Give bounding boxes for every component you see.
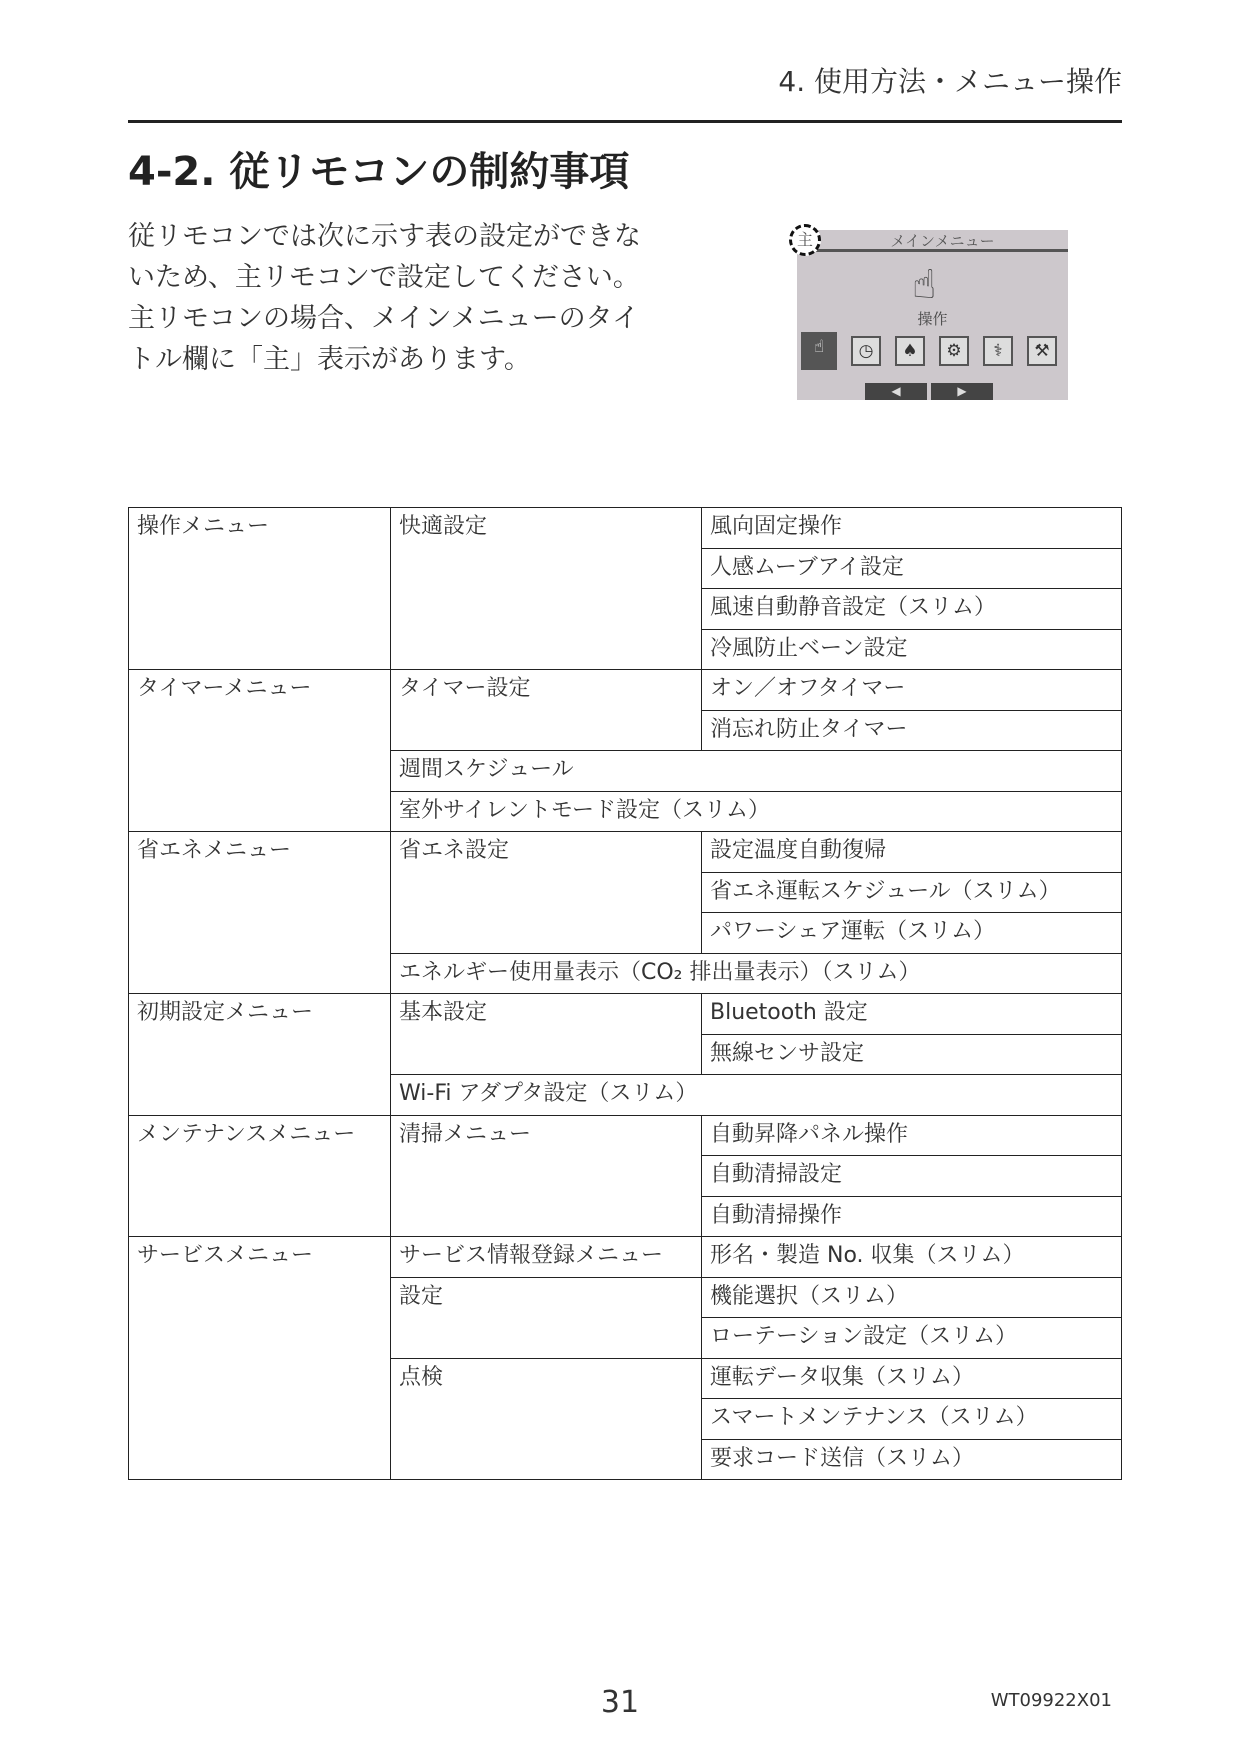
section-header: 4. 使用方法・メニュー操作 [778,65,1122,98]
body-text [128,216,648,380]
table-cell: サービス情報登録メニュー [391,1237,702,1278]
display-label: 操作 [917,310,948,328]
hand-icon: ☝ [801,332,837,370]
table-cell: メンテナンスメニュー [129,1115,391,1237]
table-cell: 初期設定メニュー [129,994,391,1116]
table-cell: 設定 [391,1277,702,1358]
table-cell: 冷風防止ベーン設定 [702,629,1122,670]
table-cell: オン／オフタイマー [702,670,1122,711]
tools-icon: ⚒ [1027,336,1057,366]
table-cell: Wi-Fi アダプタ設定（スリム） [391,1075,1122,1116]
table-cell: 自動清掃操作 [702,1196,1122,1237]
remote-display-illustration [797,230,1068,400]
table-cell: Bluetooth 設定 [702,994,1122,1035]
table-cell: 形名・製造 No. 収集（スリム） [702,1237,1122,1278]
table-cell: 省エネ運転スケジュール（スリム） [702,872,1122,913]
leaf-icon: ♠ [895,336,925,366]
body-paragraph: 従リモコンでは次に示す表の設定ができないため、主リモコンで設定してください。 [128,221,641,293]
table-cell: サービスメニュー [129,1237,391,1480]
table-cell: 点検 [391,1358,702,1480]
table-row [129,670,1122,711]
table-row [129,508,1122,549]
table-cell: 要求コード送信（スリム） [702,1439,1122,1480]
table-cell: 省エネ設定 [391,832,702,954]
table-cell: ローテーション設定（スリム） [702,1318,1122,1359]
table-cell: パワーシェア運転（スリム） [702,913,1122,954]
table-row [129,832,1122,873]
restrictions-table [128,507,1122,1480]
table-row [129,994,1122,1035]
table-cell: 機能選択（スリム） [702,1277,1122,1318]
document-code: WT09922X01 [990,1690,1112,1711]
gear-icon: ⚙ [939,336,969,366]
page-title: 4-2. 従リモコンの制約事項 [128,149,630,195]
table-cell: タイマー設定 [391,670,702,751]
clock-icon: ◷ [851,336,881,366]
table-cell: 風向固定操作 [702,508,1122,549]
table-cell: 室外サイレントモード設定（スリム） [391,791,1122,832]
stethoscope-icon: ⚕ [983,336,1013,366]
table-cell: 自動清掃設定 [702,1156,1122,1197]
table-cell: 快適設定 [391,508,702,670]
table-cell: 運転データ収集（スリム） [702,1358,1122,1399]
table-cell: エネルギー使用量表示（CO₂ 排出量表示）（スリム） [391,953,1122,994]
table-cell: 自動昇降パネル操作 [702,1115,1122,1156]
next-arrow-icon: ▶ [931,383,993,400]
header-rule [128,120,1122,123]
table-cell: タイマーメニュー [129,670,391,832]
table-row [129,1115,1122,1156]
table-cell: 操作メニュー [129,508,391,670]
table-cell: 人感ムーブアイ設定 [702,548,1122,589]
page-number: 31 [600,1685,640,1720]
hand-icon: ☝ [912,262,937,308]
table-cell: 省エネメニュー [129,832,391,994]
table-cell: 消忘れ防止タイマー [702,710,1122,751]
display-title: メインメニュー [797,230,1068,252]
table-row [129,1237,1122,1278]
body-paragraph: 主リモコンの場合、メインメニューのタイトル欄に「主」表示があります。 [128,303,640,375]
main-badge: 主 [789,224,821,256]
table-cell: 風速自動静音設定（スリム） [702,589,1122,630]
table-cell: 設定温度自動復帰 [702,832,1122,873]
table-cell: 基本設定 [391,994,702,1075]
table-cell: 週間スケジュール [391,751,1122,792]
table-cell: スマートメンテナンス（スリム） [702,1399,1122,1440]
table-cell: 清掃メニュー [391,1115,702,1237]
prev-arrow-icon: ◀ [865,383,927,400]
table-cell: 無線センサ設定 [702,1034,1122,1075]
